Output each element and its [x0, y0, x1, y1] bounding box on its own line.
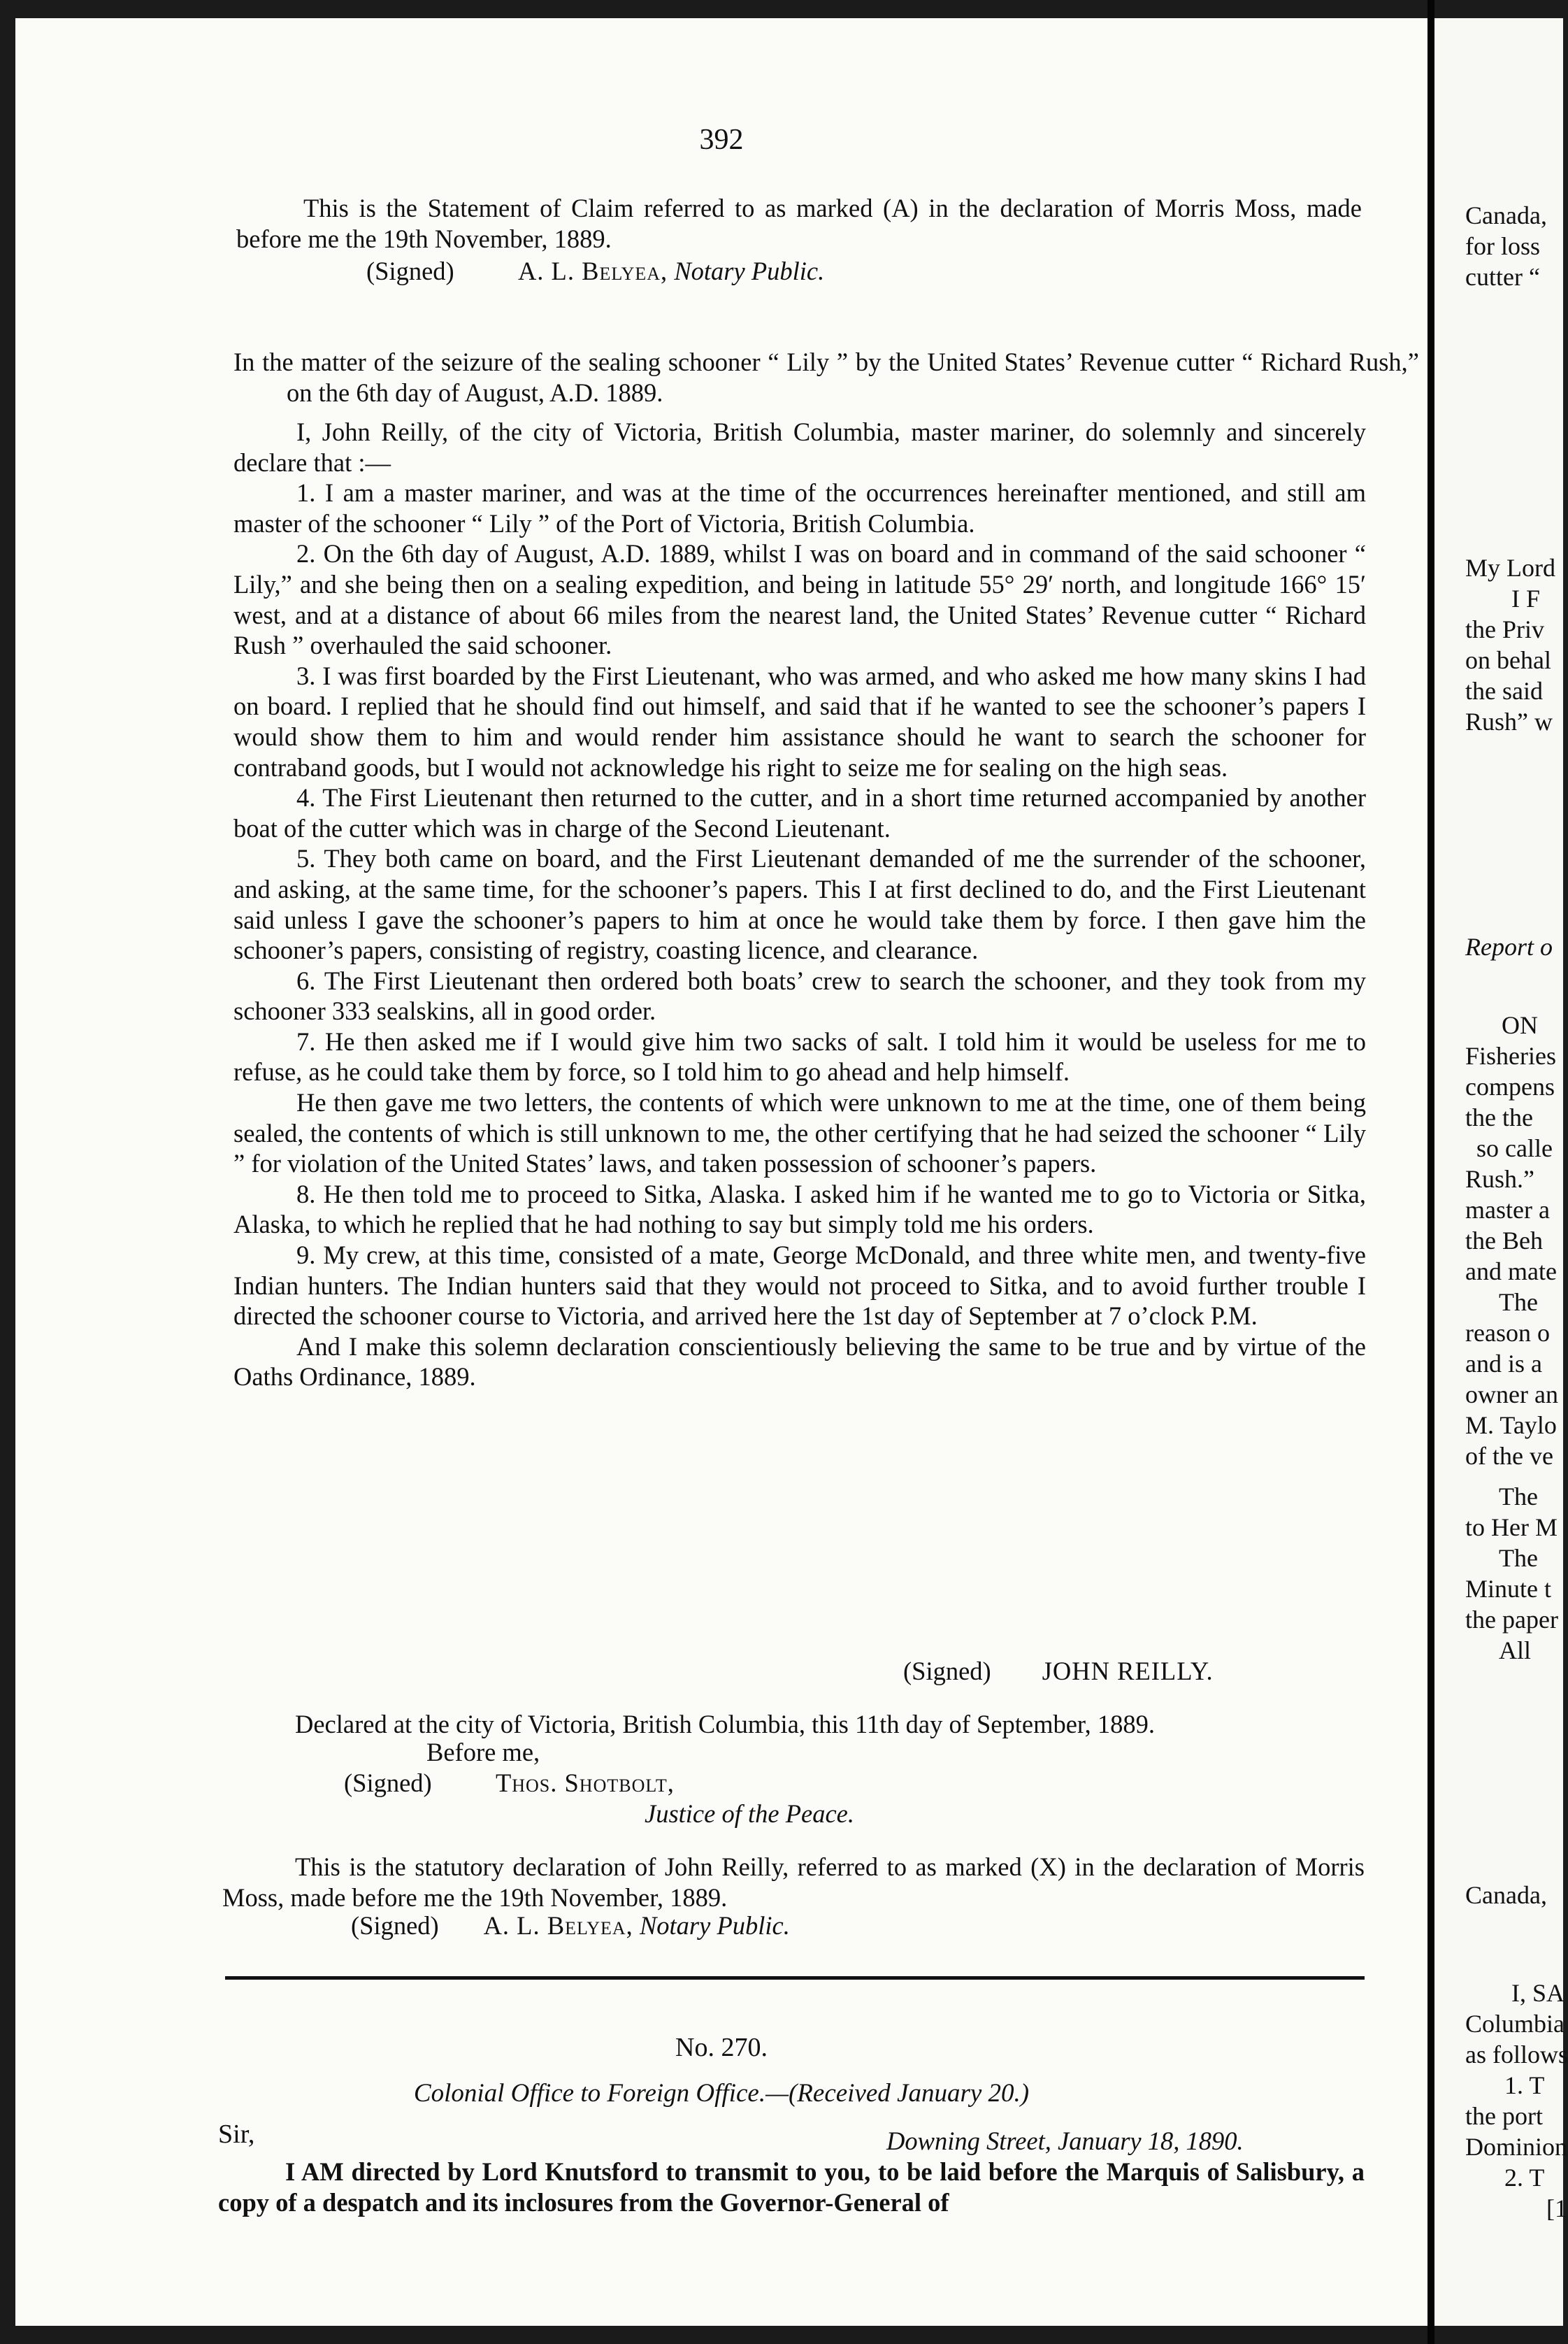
- facing-line: for loss: [1465, 232, 1540, 260]
- facing-line: the the: [1465, 1103, 1533, 1131]
- jp-signature: [344, 1768, 675, 1799]
- paragraph-7: 7. He then asked me if I would give him two sacks of salt. I told him it would be useless for me to refuse, as he could take them by force, so I told him to go ahead and help himself.: [233, 1027, 1366, 1087]
- facing-line: the Priv: [1465, 615, 1544, 643]
- facing-line: Rush.”: [1465, 1165, 1534, 1193]
- facing-line: All: [1499, 1636, 1532, 1664]
- facing-line: The: [1499, 1544, 1538, 1572]
- facing-line: M. Taylo: [1465, 1411, 1557, 1439]
- section-divider: [225, 1976, 1365, 1980]
- paragraph-4: 4. The First Lieutenant then returned to the cutter, and in a short time returned accompanied by another boat of the cutter which was in charge of the Second Lieutenant.: [233, 783, 1366, 843]
- statement-intro-text: This is the Statement of Claim referred to as marked (A) in the declaration of Morris Moss, made before me the 19th November, 1889.: [236, 194, 1362, 253]
- page-number: 392: [699, 124, 744, 156]
- before-me: Before me,: [426, 1738, 540, 1766]
- statutory-signature: [351, 1910, 790, 1941]
- page-gutter: [1427, 0, 1434, 2344]
- notary-name: A. L. Belyea,: [483, 1911, 633, 1940]
- facing-line: compens: [1465, 1073, 1555, 1101]
- paragraph-5: 5. They both came on board, and the First Lieutenant demanded of me the surrender of the schooner, and asking, at the same time, for the schooner’s papers. This I at first declined to do, and the First Lieutenant said unless I gave the schooner’s papers to him at once he would take them by force. I then gave him the schooner’s papers, consisting of registry, coasting licence, and clearance.: [233, 844, 1366, 965]
- signed-label: (Signed): [344, 1768, 432, 1797]
- facing-line: as follows: [1465, 2041, 1568, 2068]
- letter-body-text: I AM directed by Lord Knutsford to transmit to you, to be laid before the Marquis of Salisbury, a copy of a despatch and its inclosures from the Governor-General of: [218, 2157, 1365, 2217]
- facing-line: of the ve: [1465, 1442, 1553, 1470]
- matter-heading: In the matter of the seizure of the sealing schooner “ Lily ” by the United States’ Revenue cutter “ Richard Rush,” on the 6th day of August, A.D. 1889.: [233, 348, 1419, 407]
- declared-at: [233, 1709, 1366, 1740]
- signed-label: (Signed): [903, 1657, 991, 1685]
- facing-line: Canada,: [1465, 201, 1547, 229]
- facing-line: master a: [1465, 1196, 1550, 1224]
- letter-body: [218, 2157, 1365, 2217]
- facing-line: I, SA: [1511, 1979, 1565, 2007]
- paragraph-2: 2. On the 6th day of August, A.D. 1889, whilst I was on board and in command of the said schooner “ Lily,” and she being then on a sealing expedition, and being in latitude 55° 29′ north, and longitude 166° 15′ west, and at a distance of about 66 miles from the nearest land, the United States’ Revenue cutter “ Richard Rush ” overhauled the said schooner.: [233, 539, 1366, 660]
- facing-line: Rush” w: [1465, 708, 1553, 736]
- facing-line: Canada,: [1465, 1881, 1547, 1909]
- facing-line: I F: [1511, 585, 1541, 613]
- reilly-signature: [903, 1656, 1214, 1687]
- statement-intro: [236, 193, 1362, 254]
- facing-line: [1: [1546, 2194, 1567, 2222]
- facing-line: the said: [1465, 677, 1543, 705]
- facing-line: so calle: [1476, 1134, 1553, 1162]
- facing-line: Columbia: [1465, 2010, 1565, 2038]
- facing-line: and is a: [1465, 1350, 1542, 1378]
- document-page: [15, 18, 1427, 2326]
- declaration-intro: I, John Reilly, of the city of Victoria, British Columbia, master mariner, do solemnly and sincerely declare that :—: [233, 417, 1366, 477]
- facing-line: The: [1499, 1288, 1538, 1316]
- salutation: Sir,: [218, 2120, 255, 2149]
- paragraph-letters: He then gave me two letters, the contents of which were unknown to me at the time, one of them being sealed, the contents of which is still unknown to me, the other certifying that he had seized the schooner “ Lily ” for violation of the United States’ laws, and taken possession of schooner’s papers.: [233, 1088, 1366, 1178]
- facing-line: Minute t: [1465, 1575, 1551, 1603]
- paragraph-6: 6. The First Lieutenant then ordered both boats’ crew to search the schooner, and they took from my schooner 333 sealskins, all in good order.: [233, 966, 1366, 1026]
- facing-line: Dominion: [1465, 2133, 1568, 2161]
- document-number: No. 270.: [675, 2033, 768, 2062]
- statutory-note-text: This is the statutory declaration of John Reilly, referred to as marked (X) in the declaration of Morris Moss, made before me the 19th November, 1889.: [222, 1852, 1365, 1912]
- jp-title: Justice of the Peace.: [645, 1799, 854, 1828]
- document-heading: Colonial Office to Foreign Office.—(Received January 20.): [413, 2079, 1030, 2108]
- facing-line: The: [1499, 1482, 1538, 1510]
- facing-line: Report o: [1465, 933, 1553, 961]
- facing-page: [1434, 18, 1568, 2326]
- facing-line: My Lord: [1465, 554, 1555, 582]
- facing-line: the port: [1465, 2102, 1543, 2130]
- facing-line: and mate: [1465, 1257, 1557, 1285]
- facing-line: 2. T: [1504, 2164, 1545, 2192]
- paragraph-8: 8. He then told me to proceed to Sitka, Alaska. I asked him if he wanted me to go to Victoria or Sitka, Alaska, to which he replied that he had nothing to say but simply told me his orders.: [233, 1179, 1366, 1239]
- jp-name: Thos. Shotbolt,: [495, 1768, 675, 1797]
- facing-line: cutter “: [1465, 263, 1540, 291]
- facing-line: reason o: [1465, 1319, 1550, 1347]
- facing-line: on behal: [1465, 646, 1551, 674]
- facing-line: the Beh: [1465, 1227, 1543, 1255]
- declaration-body: [233, 417, 1366, 1392]
- statement-signature: [366, 256, 824, 287]
- facing-line: ON: [1502, 1011, 1538, 1039]
- notary-name: A. L. Belyea,: [517, 257, 668, 285]
- paragraph-1: 1. I am a master mariner, and was at the time of the occurrences hereinafter mentioned, and still am master of the schooner “ Lily ” of the Port of Victoria, British Columbia.: [233, 478, 1366, 538]
- paragraph-9: 9. My crew, at this time, consisted of a mate, George McDonald, and three white men, and twenty-five Indian hunters. The Indian hunters said that they would not proceed to Sitka, and to avoid further trouble I directed the schooner course to Victoria, and arrived here the 1st day of September at 7 o’clock P.M.: [233, 1241, 1366, 1331]
- dateline: Downing Street, January 18, 1890.: [886, 2127, 1244, 2155]
- signed-label: (Signed): [366, 257, 454, 285]
- signed-label: (Signed): [351, 1911, 439, 1940]
- facing-line: the paper: [1465, 1606, 1558, 1634]
- declared-at-text: Declared at the city of Victoria, British Columbia, this 11th day of September, 1889.: [295, 1710, 1155, 1738]
- statutory-note: [222, 1852, 1365, 1913]
- declarant-name: JOHN REILLY.: [1042, 1657, 1214, 1685]
- notary-title: Notary Public.: [639, 1911, 790, 1940]
- notary-title: Notary Public.: [674, 257, 825, 285]
- facing-line: owner an: [1465, 1380, 1558, 1408]
- facing-line: Fisheries: [1465, 1042, 1556, 1070]
- facing-line: to Her M: [1465, 1513, 1558, 1541]
- paragraph-solemn: And I make this solemn declaration conscientiously believing the same to be true and by virtue of the Oaths Ordinance, 1889.: [233, 1331, 1366, 1392]
- paragraph-3: 3. I was first boarded by the First Lieutenant, who was armed, and who asked me how many skins I had on board. I replied that he should find out himself, and said that if he wanted to see the schooner’s papers I would show them to him and would render him assistance should he want to search the schooner for contraband goods, but I would not acknowledge his right to seize me for sealing on the high seas.: [233, 661, 1366, 782]
- facing-line: 1. T: [1504, 2071, 1545, 2099]
